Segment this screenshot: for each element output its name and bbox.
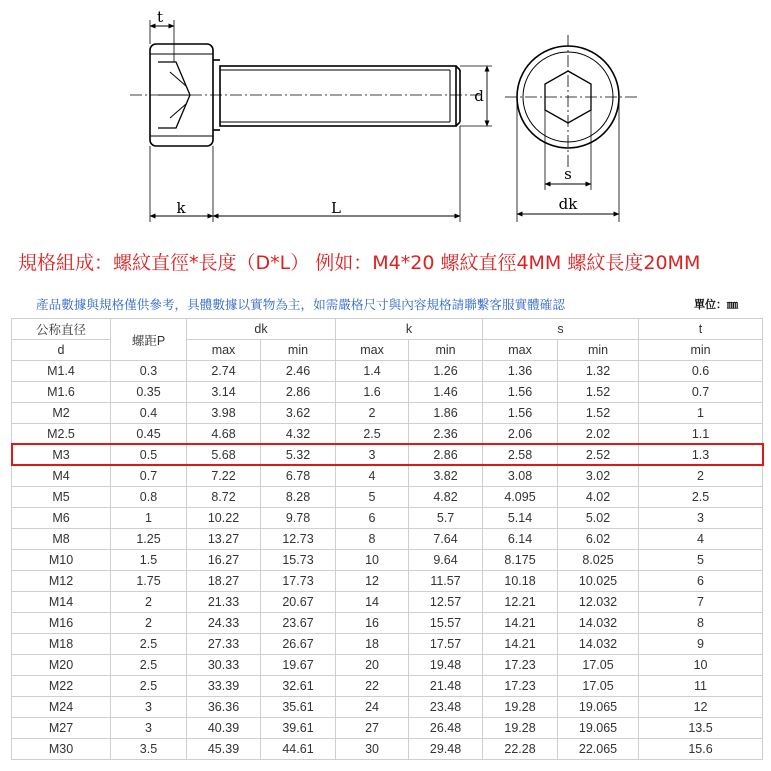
table-cell: M1.6 [12,382,111,403]
table-cell: 2 [336,403,409,424]
table-cell: 2.36 [409,424,483,445]
table-row [12,676,763,697]
table-cell: 1 [639,403,763,424]
table-cell: 0.45 [111,424,187,445]
table-cell: 1.86 [409,403,483,424]
table-cell: 19.065 [558,697,639,718]
table-cell: 18.27 [187,571,261,592]
table-cell: 1 [111,508,187,529]
table-row [12,592,763,613]
table-row [12,571,763,592]
table-cell: 3 [336,445,409,466]
table-cell: M5 [12,487,111,508]
table-cell: 17.23 [483,655,558,676]
unit-label: 單位：㎜ [694,298,738,311]
table-cell: M24 [12,697,111,718]
table-cell: 4 [639,529,763,550]
dim-label-d: d [474,87,484,105]
col-header-nominal: 公称直径 [12,319,111,340]
table-cell: 21.48 [409,676,483,697]
table-cell: 2 [111,592,187,613]
table-cell: 0.7 [111,466,187,487]
col-header-t: t [639,319,763,340]
table-cell: 1.75 [111,571,187,592]
table-cell: 7.22 [187,466,261,487]
table-cell: 6.14 [483,529,558,550]
table-cell: 12.57 [409,592,483,613]
table-cell: 5.02 [558,508,639,529]
table-cell: 7.64 [409,529,483,550]
table-cell: 4.32 [261,424,336,445]
dim-label-k: k [176,199,186,217]
table-cell: 19.065 [558,718,639,739]
table-cell: 13.27 [187,529,261,550]
dim-label-s: s [564,165,572,183]
table-cell: 3.5 [111,739,187,760]
table-cell: 11 [639,676,763,697]
table-cell: 16.27 [187,550,261,571]
table-cell: 19.28 [483,697,558,718]
table-cell: M6 [12,508,111,529]
highlighted-row-frame [11,443,764,466]
table-cell: 1.46 [409,382,483,403]
col-subheader-s-max: max [483,340,558,361]
screw-technical-drawing [0,0,771,240]
table-cell: 8 [336,529,409,550]
table-cell: 2.02 [558,424,639,445]
table-row [12,382,763,403]
table-cell: 10 [639,655,763,676]
table-row [12,550,763,571]
table-cell: 9 [639,634,763,655]
table-cell: 8 [639,613,763,634]
table-cell: 14.21 [483,613,558,634]
table-cell: 36.36 [187,697,261,718]
table-cell: 2.5 [111,634,187,655]
table-cell: 19.48 [409,655,483,676]
table-row [12,655,763,676]
table-cell: 6 [639,571,763,592]
table-cell: 1.5 [111,550,187,571]
table-cell: M10 [12,550,111,571]
table-cell: 5 [639,550,763,571]
table-cell: 15.57 [409,613,483,634]
table-cell: 15.73 [261,550,336,571]
table-cell: 14 [336,592,409,613]
table-cell: 23.67 [261,613,336,634]
table-cell: 2.52 [558,445,639,466]
table-row [12,634,763,655]
col-subheader-dk-min: min [261,340,336,361]
screw-shank-outline [220,66,456,126]
table-cell: 5 [336,487,409,508]
table-cell: 12 [336,571,409,592]
table-cell: 12 [639,697,763,718]
table-cell: 1.56 [483,403,558,424]
table-cell: 24.33 [187,613,261,634]
table-row [12,466,763,487]
col-header-pitch: 螺距P [111,319,187,361]
table-cell: M18 [12,634,111,655]
table-cell: 26.67 [261,634,336,655]
table-row [12,613,763,634]
table-cell: 3.02 [558,466,639,487]
table-cell: 1.6 [336,382,409,403]
table-cell: M27 [12,718,111,739]
table-cell: 17.05 [558,676,639,697]
table-cell: 0.3 [111,361,187,382]
table-cell: 22.28 [483,739,558,760]
table-cell: 5.7 [409,508,483,529]
table-cell: 24 [336,697,409,718]
table-cell: M14 [12,592,111,613]
table-cell: 40.39 [187,718,261,739]
table-cell: 2.86 [409,445,483,466]
table-cell: 32.61 [261,676,336,697]
table-cell: 11.57 [409,571,483,592]
table-cell: M2.5 [12,424,111,445]
table-cell: 2.06 [483,424,558,445]
table-cell: 15.6 [639,739,763,760]
table-cell: 2.5 [111,655,187,676]
col-header-k: k [336,319,483,340]
table-cell: 8.025 [558,550,639,571]
table-cell: 3.62 [261,403,336,424]
table-cell: 4 [336,466,409,487]
table-cell: 4.095 [483,487,558,508]
table-cell: 1.52 [558,382,639,403]
table-cell: 1.1 [639,424,763,445]
table-cell: 5.14 [483,508,558,529]
table-cell: 22.065 [558,739,639,760]
dimension-table [11,318,763,760]
table-cell: 45.39 [187,739,261,760]
table-cell: 14.032 [558,634,639,655]
table-cell: 21.33 [187,592,261,613]
table-cell: 4.02 [558,487,639,508]
dim-label-L: L [331,199,341,217]
table-cell: 2.5 [111,676,187,697]
table-cell: 5.68 [187,445,261,466]
table-cell: 6 [336,508,409,529]
table-cell: 6.02 [558,529,639,550]
table-row [12,403,763,424]
table-cell: 10.025 [558,571,639,592]
table-cell: M22 [12,676,111,697]
table-cell: M4 [12,466,111,487]
col-subheader-k-max: max [336,340,409,361]
table-cell: 18 [336,634,409,655]
table-cell: 8.28 [261,487,336,508]
table-cell: 12.73 [261,529,336,550]
spec-format-line: 規格組成：螺紋直徑*長度（D*L） 例如：M4*20 螺紋直徑4MM 螺紋長度20MM [18,252,701,274]
table-cell: 4.82 [409,487,483,508]
table-cell: 23.48 [409,697,483,718]
table-cell: 26.48 [409,718,483,739]
table-cell: 29.48 [409,739,483,760]
table-row [12,508,763,529]
table-cell: 1.32 [558,361,639,382]
table-cell: 0.8 [111,487,187,508]
table-cell: 5.32 [261,445,336,466]
table-cell: 12.21 [483,592,558,613]
table-cell: 2.74 [187,361,261,382]
disclaimer-notice: 產品數據與規格僅供參考，具體數據以實物為主，如需嚴格尺寸與內容規格請聯繫客服實體確認 [36,297,565,312]
table-cell: 0.6 [639,361,763,382]
table-cell: 1.26 [409,361,483,382]
table-row [12,529,763,550]
table-cell: 20 [336,655,409,676]
table-cell: 0.35 [111,382,187,403]
table-cell: 4.68 [187,424,261,445]
table-row [12,718,763,739]
table-cell: M8 [12,529,111,550]
table-cell: 14.032 [558,613,639,634]
table-cell: 3.82 [409,466,483,487]
table-cell: 17.05 [558,655,639,676]
table-cell: 3.14 [187,382,261,403]
table-cell: 12.032 [558,592,639,613]
col-subheader-d: d [12,340,111,361]
table-cell: 2 [639,466,763,487]
col-subheader-k-min: min [409,340,483,361]
table-cell: 30 [336,739,409,760]
table-cell: 30.33 [187,655,261,676]
table-cell: 9.64 [409,550,483,571]
table-cell: 35.61 [261,697,336,718]
table-cell: 8.72 [187,487,261,508]
table-cell: 0.5 [111,445,187,466]
table-cell: 0.4 [111,403,187,424]
dim-label-dk: dk [558,195,578,213]
notice-row [0,294,771,314]
table-cell: 1.25 [111,529,187,550]
table-cell: 1.36 [483,361,558,382]
table-cell: 3 [639,508,763,529]
table-cell: M16 [12,613,111,634]
table-cell: 1.52 [558,403,639,424]
table-cell: 19.28 [483,718,558,739]
dim-label-t: t [156,8,164,26]
col-header-s: s [483,319,639,340]
table-row [12,424,763,445]
table-row [12,697,763,718]
table-cell: 3.08 [483,466,558,487]
table-cell: 7 [639,592,763,613]
table-cell: 2.5 [336,424,409,445]
table-cell: 1.3 [639,445,763,466]
col-header-dk: dk [187,319,336,340]
table-cell: 20.67 [261,592,336,613]
table-cell: M20 [12,655,111,676]
table-cell: 27 [336,718,409,739]
table-cell: M2 [12,403,111,424]
table-cell: 33.39 [187,676,261,697]
col-subheader-t-min: min [639,340,763,361]
table-row [12,487,763,508]
table-cell: 17.73 [261,571,336,592]
table-cell: 2.86 [261,382,336,403]
table-cell: M1.4 [12,361,111,382]
table-cell: 10.18 [483,571,558,592]
table-cell: 17.23 [483,676,558,697]
table-cell: 8.175 [483,550,558,571]
table-cell: 44.61 [261,739,336,760]
table-cell: 1.56 [483,382,558,403]
col-subheader-dk-max: max [187,340,261,361]
table-row [12,739,763,760]
table-cell: M12 [12,571,111,592]
table-row [12,361,763,382]
table-cell: 3.98 [187,403,261,424]
table-cell: 17.57 [409,634,483,655]
table-cell: 10.22 [187,508,261,529]
table-cell: 19.67 [261,655,336,676]
table-cell: 16 [336,613,409,634]
table-cell: 2.46 [261,361,336,382]
table-cell: 27.33 [187,634,261,655]
table-cell: 6.78 [261,466,336,487]
table-cell: 9.78 [261,508,336,529]
table-cell: M3 [12,445,111,466]
table-cell: M30 [12,739,111,760]
col-subheader-s-min: min [558,340,639,361]
table-cell: 3 [111,718,187,739]
table-body [12,361,763,760]
table-cell: 0.7 [639,382,763,403]
table-cell: 3 [111,697,187,718]
table-cell: 22 [336,676,409,697]
table-cell: 2 [111,613,187,634]
table-cell: 1.4 [336,361,409,382]
table-cell: 13.5 [639,718,763,739]
table-cell: 2.5 [639,487,763,508]
table-cell: 39.61 [261,718,336,739]
table-cell: 10 [336,550,409,571]
table-cell: 14.21 [483,634,558,655]
table-cell: 2.58 [483,445,558,466]
